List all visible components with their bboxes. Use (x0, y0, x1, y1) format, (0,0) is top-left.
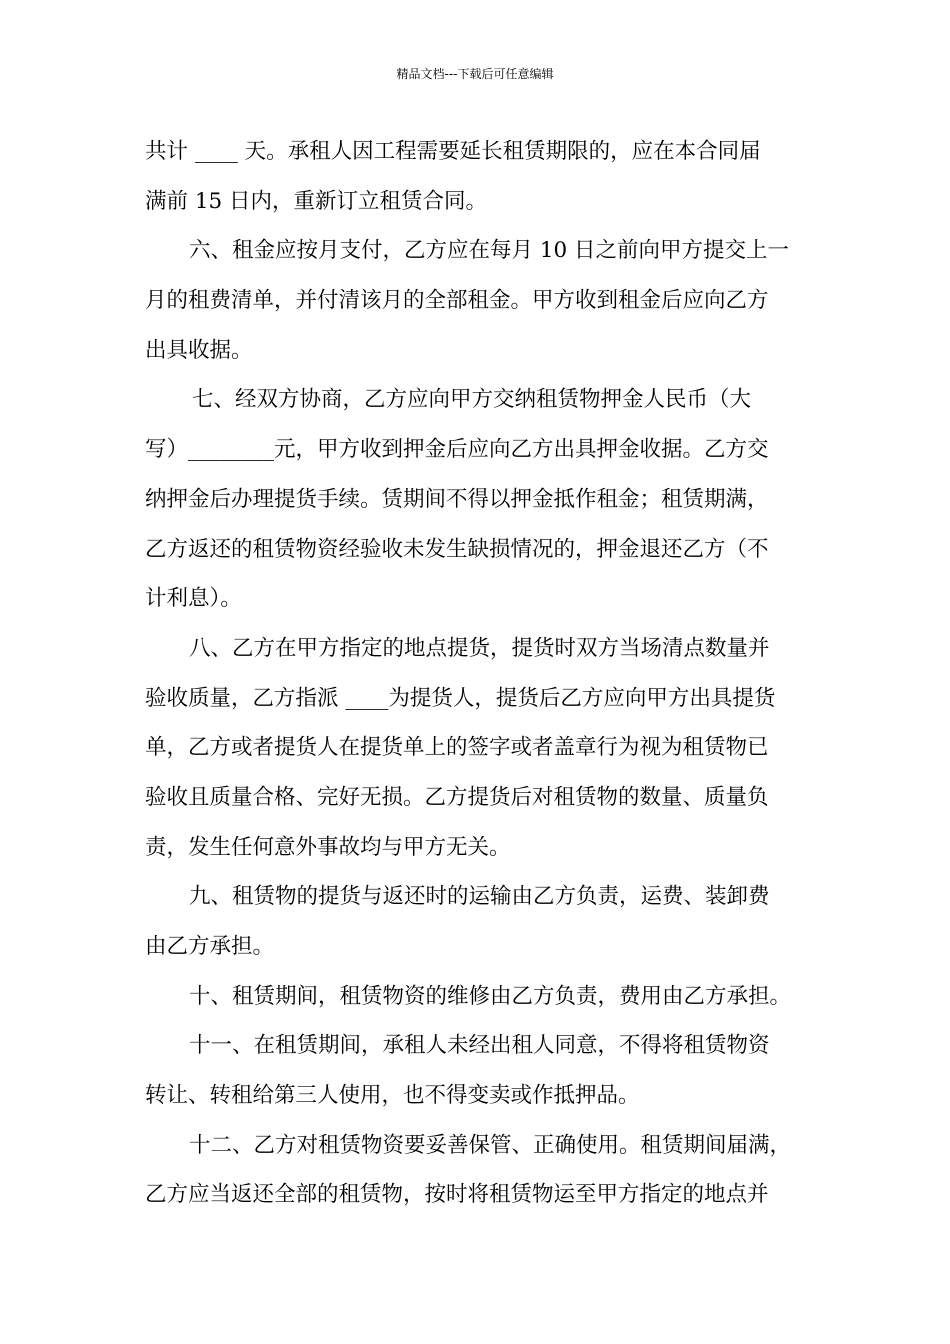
text-line: 计利息）。 (145, 586, 242, 612)
text-line: 转让、转租给第三人使用，也不得变卖或作抵押品。 (145, 1083, 640, 1109)
text-line: 满前 15 日内，重新订立租赁合同。 (145, 188, 488, 214)
text-line: 月的租费清单，并付清该月的全部租金。甲方收到租金后应向乙方 (145, 288, 769, 314)
text-line: 验收且质量合格、完好无损。乙方提货后对租赁物的数量、质量负 (145, 784, 769, 810)
text-line: 写）________元，甲方收到押金后应向乙方出具押金收据。乙方交 (145, 437, 769, 463)
text-line: 由乙方承担。 (145, 934, 275, 959)
paragraph-6-start: 六、租金应按月支付，乙方应在每月 10 日之前向甲方提交上一 (189, 238, 790, 264)
page-header: 精品文档---下载后可任意编辑 (396, 67, 554, 81)
text-line: 单，乙方或者提货人在提货单上的签字或者盖章行为视为租赁物已 (145, 735, 769, 761)
document-body (145, 127, 835, 1220)
text-line: 出具收据。 (145, 337, 253, 363)
paragraph-12-start: 十二、乙方对租赁物资要妥善保管、正确使用。租赁期间届满， (189, 1132, 792, 1158)
paragraph-11-start: 十一、在租赁期间，承租人未经出租人同意，不得将租赁物资 (189, 1033, 770, 1059)
paragraph-9-start: 九、租赁物的提货与返还时的运输由乙方负责，运费、装卸费 (189, 884, 770, 910)
text-line: 责，发生任何意外事故均与甲方无关。 (145, 834, 511, 860)
text-line: 乙方返还的租赁物资经验收未发生缺损情况的，押金退还乙方（不 (145, 536, 769, 562)
paragraph-7-start: 七、经双方协商，乙方应向甲方交纳租赁物押金人民币（大 (192, 387, 752, 413)
paragraph-8-start: 八、乙方在甲方指定的地点提货，提货时双方当场清点数量并 (189, 635, 770, 661)
paragraph-10-start: 十、租赁期间，租赁物资的维修由乙方负责，费用由乙方承担。 (189, 983, 792, 1009)
text-line: 纳押金后办理提货手续。赁期间不得以押金抵作租金；租赁期满， (145, 486, 769, 512)
text-line: 共计 ____ 天。承租人因工程需要延长租赁期限的，应在本合同届 (145, 139, 761, 164)
text-line: 乙方应当返还全部的租赁物，按时将租赁物运至甲方指定的地点并 (145, 1182, 769, 1208)
text-line: 验收质量，乙方指派 ____为提货人，提货后乙方应向甲方出具提货 (145, 685, 776, 711)
